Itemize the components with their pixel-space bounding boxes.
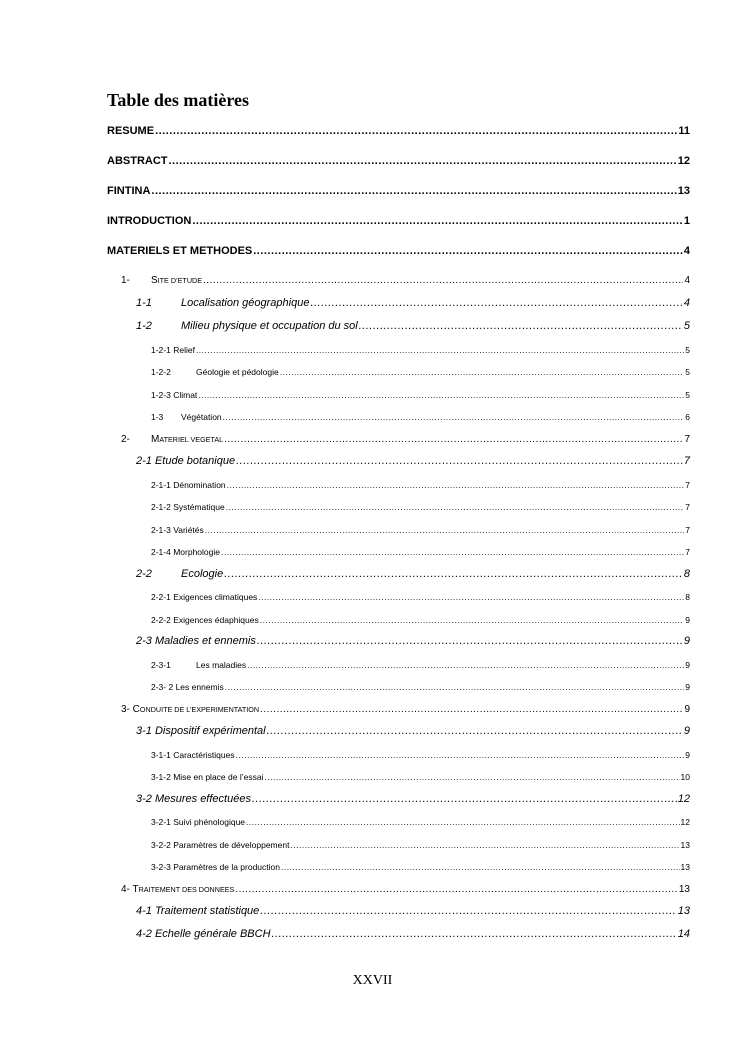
toc-entry-conduite-experimentation[interactable]: [121, 704, 690, 715]
toc-entry-title: 2-2-1 Exigences climatiques: [151, 592, 258, 602]
toc-entry-title: 3-2 Mesures effectuées: [136, 793, 251, 805]
toc-entry-parametres-developpement[interactable]: [151, 840, 690, 850]
toc-leader: [196, 345, 684, 355]
toc-leader: [260, 615, 685, 625]
toc-page-number: 1: [683, 215, 690, 227]
toc-page-number: 13: [677, 185, 690, 197]
toc-entry-title: 3-1-2 Mise en place de l’essai: [151, 772, 264, 782]
toc-entry-initial: S: [151, 275, 158, 286]
toc-page-number: 7: [685, 547, 690, 557]
toc-entry-materiels-methodes[interactable]: [107, 245, 690, 257]
toc-entry-les-ennemis[interactable]: [151, 682, 690, 692]
toc-entry-number: 1-: [121, 275, 130, 286]
toc-leader: [253, 245, 683, 257]
toc-entry-title: [121, 884, 234, 895]
toc-page-number: 12: [677, 793, 690, 805]
toc-page-number: 6: [685, 412, 690, 422]
page-number-footer: XXVII: [352, 973, 393, 988]
toc-entry-initial: M: [151, 434, 160, 445]
toc-entry-denomination[interactable]: [151, 480, 690, 490]
toc-page-number: 7: [683, 455, 690, 467]
toc-entry-title: 2-1-2 Systématique: [151, 502, 225, 512]
toc-leader: [310, 297, 682, 309]
toc-leader: [221, 547, 684, 557]
toc-entry-title: FINTINA: [107, 185, 151, 197]
toc-leader: [224, 568, 683, 580]
toc-entry-title: 2-1 Etude botanique: [136, 455, 236, 467]
toc-entry-title: [151, 434, 223, 445]
toc-entry-milieu-physique[interactable]: [136, 320, 690, 332]
toc-page-number: 8: [685, 592, 690, 602]
toc-leader: [151, 185, 676, 197]
toc-page-number: 7: [684, 434, 690, 445]
toc-page-number: 13: [680, 862, 690, 872]
toc-leader: [225, 682, 685, 692]
toc-page-number: 9: [684, 704, 690, 715]
toc-entry-title: Localisation géographique: [181, 297, 310, 309]
toc-entry-dispositif-experimental[interactable]: [136, 725, 690, 737]
toc-leader: [246, 817, 679, 827]
toc-leader: [227, 480, 685, 490]
toc-entry-varietes[interactable]: [151, 525, 690, 535]
toc-entry-exigences-edaphiques[interactable]: [151, 615, 690, 625]
toc-entry-systematique[interactable]: [151, 502, 690, 512]
toc-leader: [223, 412, 685, 422]
toc-entry-initial: 3- C: [121, 704, 140, 715]
toc-entry-site-etude[interactable]: [121, 275, 690, 286]
toc-entry-title: 2-1-1 Dénomination: [151, 480, 226, 490]
toc-leader: [280, 367, 685, 377]
toc-entry-title: 3-1 Dispositif expérimental: [136, 725, 266, 737]
toc-page-number: 13: [680, 840, 690, 850]
toc-leader: [260, 905, 676, 917]
page-title: Table des matières: [107, 90, 249, 110]
toc-entry-climat[interactable]: [151, 390, 690, 400]
toc-page-number: 5: [683, 320, 690, 332]
toc-leader: [198, 390, 684, 400]
toc-entry-number: 1-2-2: [151, 367, 171, 377]
toc-page-number: 11: [678, 125, 690, 137]
toc-leader: [169, 155, 677, 167]
toc-leader: [236, 455, 683, 467]
toc-entry-number: 2-3-1: [151, 660, 171, 670]
toc-leader: [224, 434, 683, 445]
toc-entry-caracteristiques[interactable]: [151, 750, 690, 760]
toc-page-number: 14: [677, 928, 690, 940]
toc-page-number: 9: [683, 635, 690, 647]
toc-entry-title: Milieu physique et occupation du sol: [181, 320, 358, 332]
toc-entry-title: 3-1-1 Caractéristiques: [151, 750, 235, 760]
toc-entry-smallcaps: ATERIEL VEGETAL: [159, 435, 224, 444]
toc-page-number: 5: [685, 345, 690, 355]
toc-leader: [247, 660, 684, 670]
toc-entry-number: 2-2: [136, 568, 152, 580]
toc-entry-traitement-donnees[interactable]: [121, 884, 690, 895]
toc-entry-title: 3-2-3 Paramètres de la production: [151, 862, 280, 872]
toc-entry-title: RESUME: [107, 125, 155, 137]
toc-entry-title: MATERIELS ET METHODES: [107, 245, 253, 257]
toc-entry-mise-en-place[interactable]: [151, 772, 690, 782]
toc-entry-les-maladies[interactable]: [151, 660, 690, 670]
toc-entry-title: 2-3 Maladies et ennemis: [136, 635, 256, 647]
toc-entry-title: [151, 275, 202, 286]
toc-entry-number: 1-1: [136, 297, 152, 309]
toc-entry-abstract[interactable]: [107, 155, 690, 167]
toc-page-number: 7: [685, 525, 690, 535]
toc-entry-title: 2-1-4 Morphologie: [151, 547, 220, 557]
toc-entry-title: Géologie et pédologie: [196, 367, 279, 377]
toc-entry-smallcaps: ONDUITE DE L’EXPERIMENTATION: [139, 705, 260, 714]
toc-leader: [252, 793, 677, 805]
toc-entry-title: ABSTRACT: [107, 155, 168, 167]
toc-entry-smallcaps: RAITEMENT DES DONNEES: [138, 885, 235, 894]
toc-entry-morphologie[interactable]: [151, 547, 690, 557]
toc-entry-suivi-phenologique[interactable]: [151, 817, 690, 827]
toc-page-number: 5: [685, 390, 690, 400]
toc-page-number: 12: [680, 817, 690, 827]
toc-leader: [192, 215, 683, 227]
toc-entry-title: 4-2 Echelle générale BBCH: [136, 928, 271, 940]
toc-leader: [236, 750, 685, 760]
toc-entry-number: 1-2: [136, 320, 152, 332]
toc-entry-title: Ecologie: [181, 568, 224, 580]
toc-entry-title: INTRODUCTION: [107, 215, 192, 227]
toc-leader: [260, 704, 683, 715]
toc-leader: [257, 635, 683, 647]
toc-page-number: 4: [683, 245, 690, 257]
toc-leader: [272, 928, 677, 940]
toc-entry-geologie[interactable]: [151, 367, 690, 377]
toc-entry-initial: 4- T: [121, 884, 139, 895]
toc-entry-etude-botanique[interactable]: [136, 455, 690, 467]
toc-page-number: 4: [684, 275, 690, 286]
toc-entry-title: [121, 704, 259, 715]
toc-leader: [281, 862, 680, 872]
toc-entry-title: Végétation: [181, 412, 222, 422]
toc-entry-exigences-climatiques[interactable]: [151, 592, 690, 602]
toc-entry-title: 3-2-1 Suivi phénologique: [151, 817, 246, 827]
toc-page-number: 12: [677, 155, 690, 167]
toc-entry-number: 1-3: [151, 412, 164, 422]
toc-page-number: 13: [678, 884, 690, 895]
toc-entry-parametres-production[interactable]: [151, 862, 690, 872]
toc-entry-fintina[interactable]: [107, 185, 690, 197]
toc-page-number: 5: [685, 367, 690, 377]
toc-leader: [155, 125, 677, 137]
toc-entry-traitement-statistique[interactable]: [136, 905, 690, 917]
toc-entry-title: 2-3- 2 Les ennemis: [151, 682, 224, 692]
toc-entry-echelle-bbch[interactable]: [136, 928, 690, 940]
toc-entry-mesures-effectuees[interactable]: [136, 793, 690, 805]
toc-page-number: 13: [677, 905, 690, 917]
toc-entry-title: Les maladies: [196, 660, 247, 670]
toc-entry-title: 1-2-3 Climat: [151, 390, 198, 400]
toc-entry-materiel-vegetal[interactable]: [121, 434, 690, 445]
toc-entry-introduction[interactable]: [107, 215, 690, 227]
toc-leader: [226, 502, 685, 512]
toc-entry-localisation[interactable]: [136, 297, 690, 309]
toc-leader: [205, 525, 685, 535]
toc-page-number: 9: [685, 615, 690, 625]
toc-page-number: 9: [683, 725, 690, 737]
toc-leader: [258, 592, 684, 602]
toc-leader: [359, 320, 683, 332]
toc-entry-title: 3-2-2 Paramètres de développement: [151, 840, 290, 850]
toc-page-number: 9: [685, 682, 690, 692]
toc-entry-title: 2-1-3 Variétés: [151, 525, 204, 535]
toc-leader: [267, 725, 683, 737]
toc-entry-smallcaps: ITE D’ETUDE: [157, 276, 202, 285]
toc-leader: [203, 275, 683, 286]
toc-entry-title: 2-2-2 Exigences édaphiques: [151, 615, 259, 625]
toc-leader: [235, 884, 678, 895]
toc-leader: [264, 772, 679, 782]
toc-leader: [290, 840, 679, 850]
toc-entry-vegetation[interactable]: [151, 412, 690, 422]
toc-entry-number: 2-: [121, 434, 130, 445]
toc-page-number: 4: [683, 297, 690, 309]
toc-page-number: 8: [683, 568, 690, 580]
toc-page-number: 9: [685, 750, 690, 760]
toc-page-number: 9: [685, 660, 690, 670]
toc-entry-resume[interactable]: [107, 125, 690, 137]
toc-entry-title: 1-2-1 Relief: [151, 345, 195, 355]
toc-entry-title: 4-1 Traitement statistique: [136, 905, 260, 917]
toc-entry-ecologie[interactable]: [136, 568, 690, 580]
toc-entry-maladies-ennemis[interactable]: [136, 635, 690, 647]
toc-entry-relief[interactable]: [151, 345, 690, 355]
toc-page-number: 7: [685, 502, 690, 512]
toc-page-number: 10: [680, 772, 690, 782]
toc-page-number: 7: [685, 480, 690, 490]
